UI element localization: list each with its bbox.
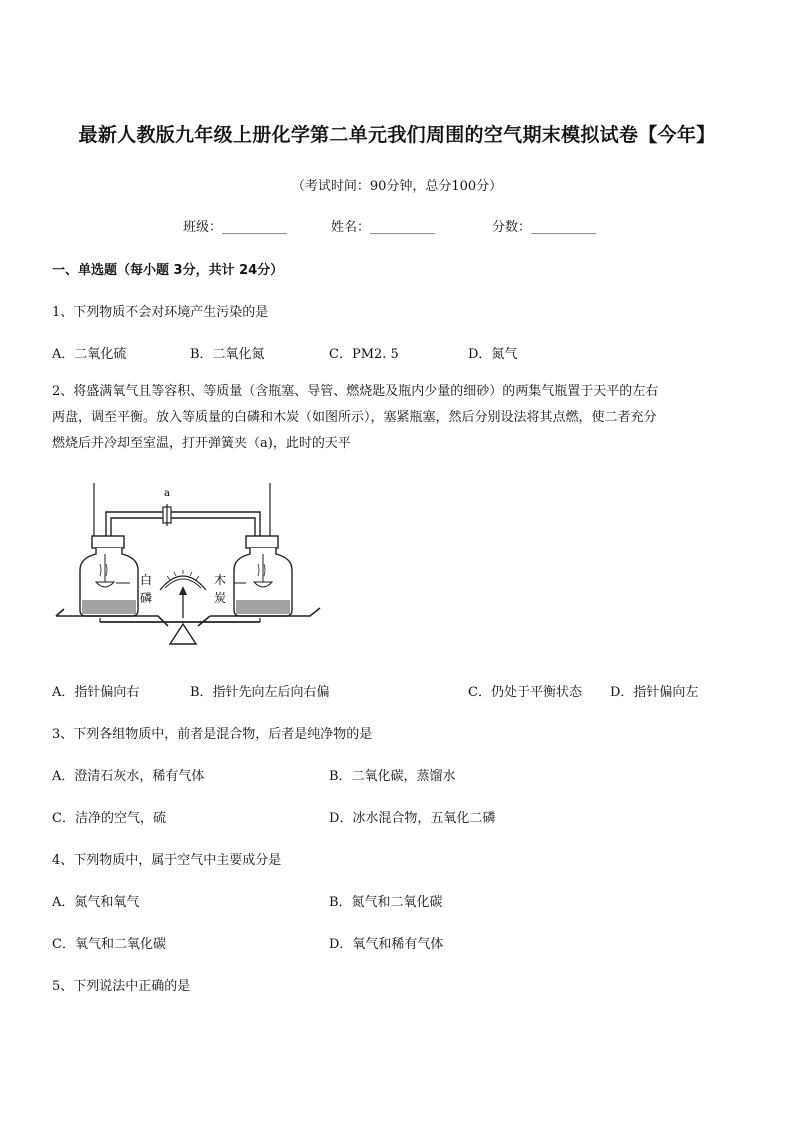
q3-option-d: D．冰水混合物，五氧化二磷 [329,811,496,826]
q1-option-d: D．氮气 [468,347,518,362]
fulcrum [170,624,196,644]
balance-experiment-figure [50,478,340,650]
section-heading: 一、单选题（每小题 3分，共计 24分） [52,263,284,278]
connecting-tube [106,512,260,540]
q4-option-c: C．氧气和二氧化碳 [52,937,166,952]
score-field: 分数：__________ [492,220,597,235]
left-label-1: 白 [140,573,153,587]
exam-subtitle: （考试时间：90分钟，总分100分） [291,179,503,194]
q1-option-c: C．PM2. 5 [329,347,399,362]
left-label-2: 磷 [140,591,153,605]
question-3-stem: 3、下列各组物质中，前者是混合物，后者是纯净物的是 [52,727,373,742]
left-flask [80,536,138,616]
q3-option-a: A．澄清石灰水，稀有气体 [52,769,205,784]
question-1-stem: 1、下列物质不会对环境产生污染的是 [52,305,269,320]
class-field: 班级：__________ [183,220,288,235]
right-flask [234,536,292,616]
q3-option-c: C．洁净的空气，硫 [52,811,166,826]
q4-option-a: A．氮气和氧气 [52,895,140,910]
q2-option-d: D．指针偏向左 [610,685,699,700]
q4-option-d: D．氧气和稀有气体 [329,937,444,952]
question-4-stem: 4、下列物质中，属于空气中主要成分是 [52,853,282,868]
name-field: 姓名：__________ [331,220,436,235]
q2-option-a: A．指针偏向右 [52,685,140,700]
q2-stem-line-3: 燃烧后并冷却至室温，打开弹簧夹（a)，此时的天平 [52,436,351,451]
right-label-1: 木 [214,573,227,587]
q4-option-b: B．氮气和二氧化碳 [329,895,443,910]
q2-stem-line-1: 2、将盛满氧气且等容积、等质量（含瓶塞、导管、燃烧匙及瓶内少量的细砂）的两集气瓶置于天平的左右 [52,384,659,399]
question-2-stem [52,379,748,457]
exam-title: 最新人教版九年级上册化学第二单元我们周围的空气期末模拟试卷【今年】 [78,124,716,146]
q2-option-c: C．仍处于平衡状态 [468,685,582,700]
q1-option-b: B．二氧化氮 [190,347,265,362]
q1-option-a: A．二氧化硫 [52,347,127,362]
clamp-label: a [164,488,170,499]
question-5-stem: 5、下列说法中正确的是 [52,979,191,994]
q2-option-b: B．指针先向左后向右偏 [190,685,330,700]
q2-stem-line-2: 两盘，调至平衡。放入等质量的白磷和木炭（如图所示），塞紧瓶塞，然后分别设法将其点燃，使二者充分 [52,410,657,425]
right-label-2: 炭 [214,591,227,605]
q3-option-b: B．二氧化碳，蒸馏水 [329,769,456,784]
